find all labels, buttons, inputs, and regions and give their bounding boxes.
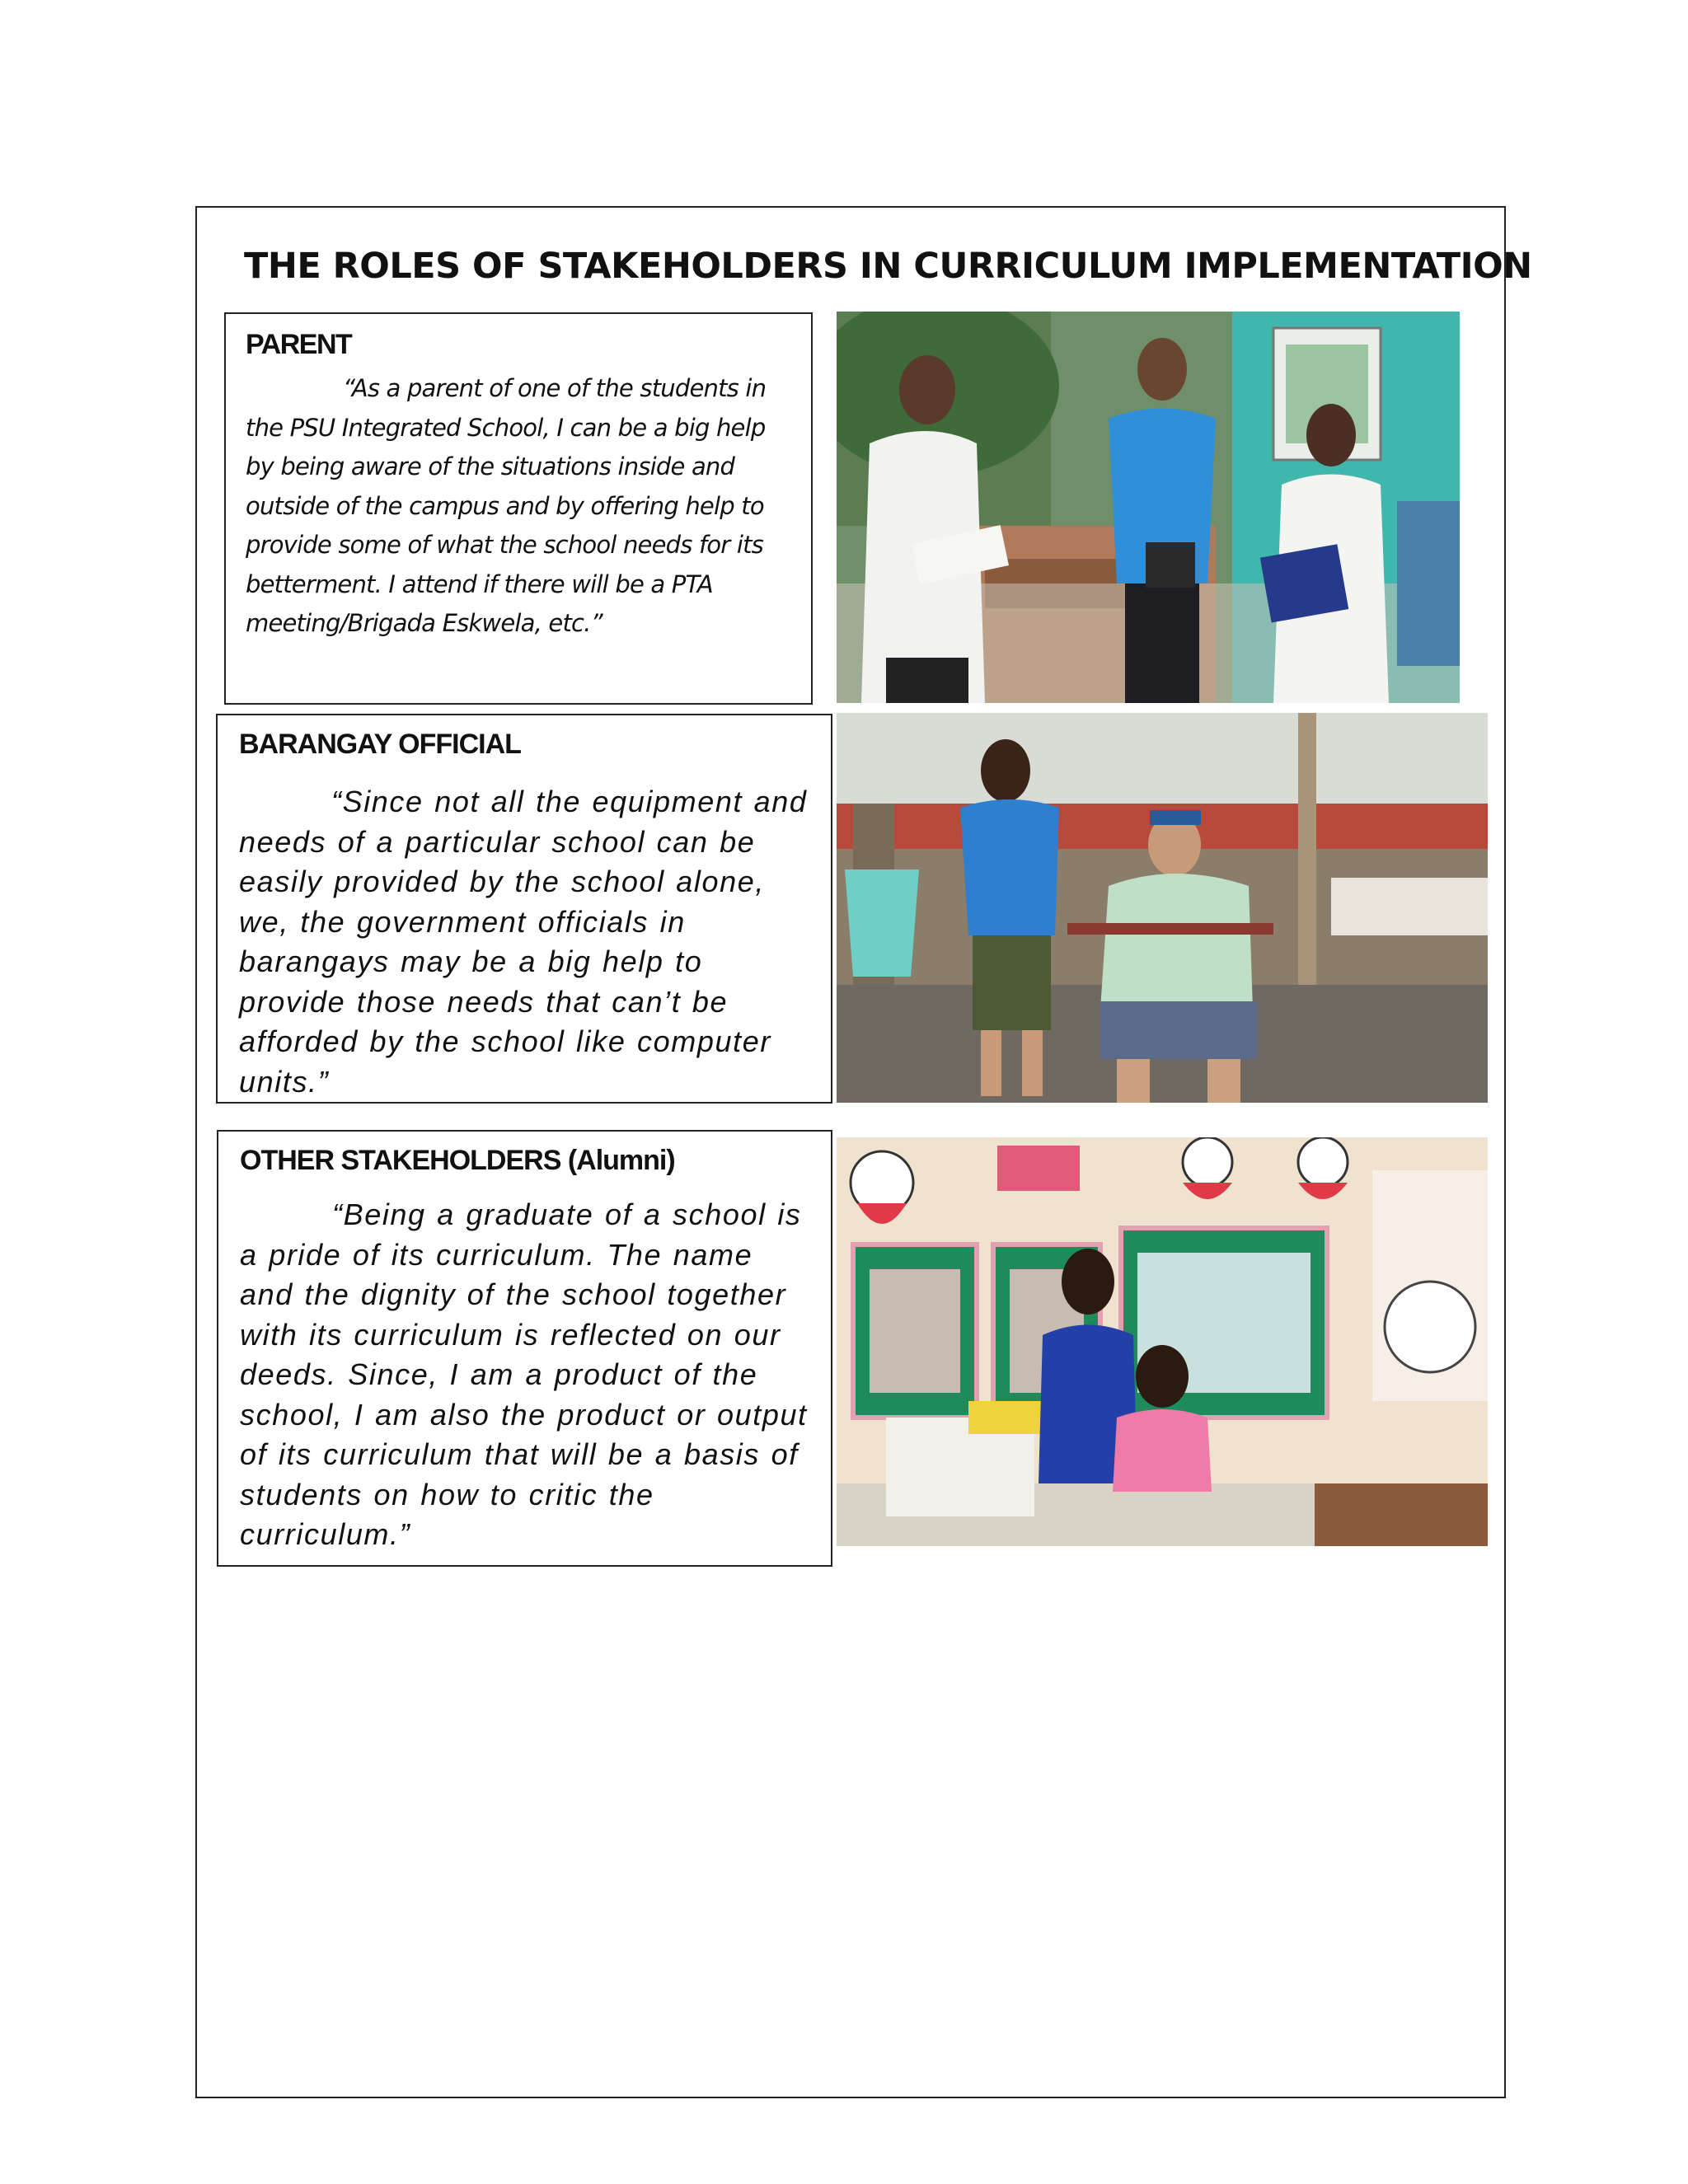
alumni-photo <box>837 1137 1488 1546</box>
barangay-photo <box>837 713 1488 1103</box>
barangay-quote: “Since not all the equipment and needs of a particular school can be easily provided by the school alone, we, the government officials in barangays may be a big help to provide those needs that can’t be afforded by the school like computer units.” <box>239 785 808 1099</box>
barangay-quote-box <box>216 714 832 1104</box>
parent-quote: “As a parent of one of the students in the PSU Integrated School, I can be a big help by being aware of the situations inside and outside of the campus and by offering help to provide some of what the school needs for its betterment. I attend if there will be a PTA meeting/Brigada Eskwela, etc.” <box>246 374 767 637</box>
alumni-quote-box <box>217 1130 832 1567</box>
alumni-heading: OTHER STAKEHOLDERS (Alumni) <box>240 1145 675 1176</box>
document-title: THE ROLES OF STAKEHOLDERS IN CURRICULUM IMPLEMENTATION <box>244 246 1532 287</box>
parent-heading: PARENT <box>246 329 352 360</box>
parent-quote-box <box>224 312 813 705</box>
parent-photo <box>837 312 1460 703</box>
alumni-quote: “Being a graduate of a school is a pride of its curriculum. The name and the dignity of the school together with its curriculum is reflected on our deeds. Since, I am a product of the school, I am also the product or output of its curriculum that will be a basis of students on how to critic the curriculum.” <box>240 1197 808 1551</box>
barangay-heading: BARANGAY OFFICIAL <box>239 729 521 760</box>
